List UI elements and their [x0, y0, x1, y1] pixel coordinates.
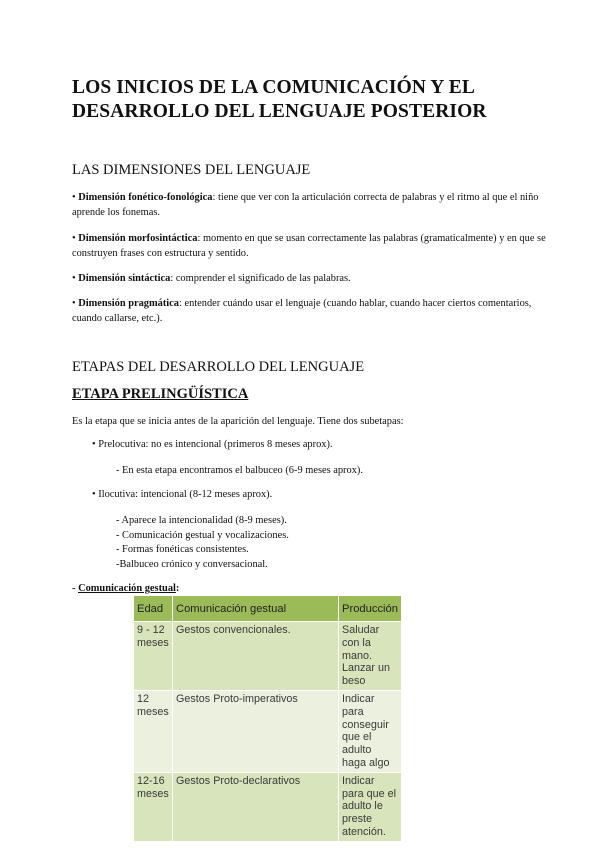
dimension-term: Dimensión sintáctica	[78, 273, 171, 284]
subsection-heading-prelinguistic: ETAPA PRELINGÜÍSTICA	[72, 386, 249, 402]
section-heading-dimensions: LAS DIMENSIONES DEL LENGUAJE	[72, 162, 311, 178]
table-cell: Gestos convencionales.	[172, 622, 338, 691]
ilocutive-item: • Ilocutiva: intencional (8-12 meses aprox).	[92, 489, 273, 500]
document-title: LOS INICIOS DE LA COMUNICACIÓN Y EL DESARROLLO DEL LENGUAJE POSTERIOR	[72, 77, 487, 122]
dimension-item	[72, 271, 552, 286]
table-cell: 9 - 12 meses	[134, 622, 172, 691]
dimension-text: : entender cuándo usar el lenguaje (cuando hablar, cuando hacer ciertos comentarios, cuando callarse, etc.).	[72, 298, 532, 324]
table-cell: 12 meses	[134, 690, 172, 772]
bullet: •	[72, 273, 76, 284]
table-cell: Gestos Proto-imperativos	[172, 690, 338, 772]
dimension-text: : momento en que se usan correctamente las palabras (gramaticalmente) y en que se construyen frases con estructura y sentido.	[72, 233, 546, 259]
stage-intro: Es la etapa que se inicia antes de la aparición del lenguaje. Tiene dos subetapas:	[72, 416, 404, 427]
bullet: •	[72, 298, 76, 309]
table-row	[134, 690, 402, 772]
table-cell: Indicar para que el adulto le preste atención.	[339, 772, 402, 841]
table-cell: Gestos Proto-declarativos	[172, 772, 338, 841]
dimension-text: : tiene que ver con la articulación correcta de palabras y el ritmo al que el niño aprende los fonemas.	[72, 192, 539, 218]
table-header-row	[134, 596, 402, 622]
column-header: Producción	[339, 596, 402, 622]
list-item: - Aparece la intencionalidad (8-9 meses).	[116, 515, 287, 526]
list-item: - Formas fonéticas consistentes.	[116, 544, 249, 555]
dimension-term: Dimensión morfosintáctica	[78, 233, 198, 244]
table-row	[134, 622, 402, 691]
table-cell: Indicar para conseguir que el adulto haga algo	[339, 690, 402, 772]
ilocutive-list	[116, 514, 289, 572]
table-row	[134, 772, 402, 841]
bullet: •	[72, 192, 76, 203]
prelocutive-item: • Prelocutiva: no es intencional (primeros 8 meses aprox).	[92, 439, 333, 450]
section-heading-stages: ETAPAS DEL DESARROLLO DEL LENGUAJE	[72, 359, 365, 375]
list-item: - Comunicación gestual y vocalizaciones.	[116, 529, 289, 541]
bullet: •	[72, 233, 76, 244]
prelocutive-detail: - En esta etapa encontramos el balbuceo (6-9 meses aprox).	[116, 465, 363, 476]
list-item: -Balbuceo crónico y conversacional.	[116, 558, 268, 570]
column-header: Comunicación gestual	[172, 596, 338, 622]
gestural-communication-table	[134, 596, 402, 842]
dimension-text: : comprender el significado de las palabras.	[170, 273, 351, 284]
dimension-term: Dimensión fonético-fonológica	[78, 192, 213, 203]
dimension-item	[72, 190, 552, 220]
gestural-communication-label: - Comunicación gestual:	[72, 583, 180, 594]
dimension-item	[72, 296, 552, 326]
dimension-term: Dimensión pragmática	[78, 298, 179, 309]
table-cell: 12-16 meses	[134, 772, 172, 841]
dimension-item	[72, 231, 552, 261]
table-cell: Saludar con la mano. Lanzar un beso	[339, 622, 402, 691]
column-header: Edad	[134, 596, 172, 622]
